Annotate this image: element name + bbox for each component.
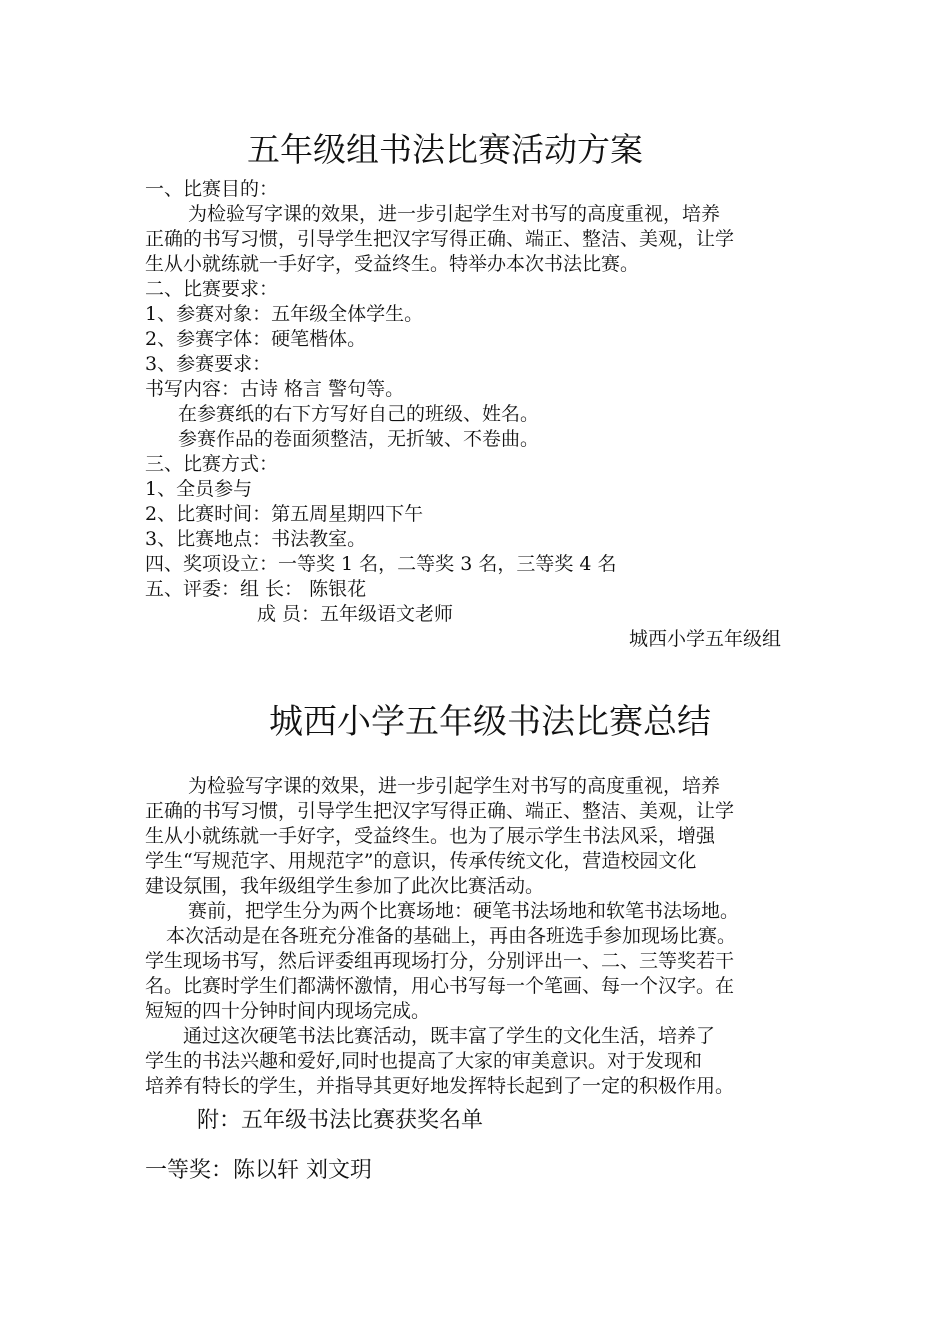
- plan-title: 五年级组书法比赛活动方案: [247, 130, 643, 169]
- plan-list-item: 1、参赛对象：五年级全体学生。: [145, 303, 424, 325]
- summary-paragraph-line: 赛前，把学生分为两个比赛场地：硬笔书法场地和软笔书法场地。: [188, 900, 740, 922]
- plan-paragraph-line: 正确的书写习惯，引导学生把汉字写得正确、端正、整洁、美观，让学: [145, 228, 735, 250]
- plan-signature: 城西小学五年级组: [629, 628, 782, 650]
- summary-paragraph-line: 学生现场书写，然后评委组再现场打分，分别评出一、二、三等奖若干: [145, 950, 735, 972]
- summary-paragraph-line: 培养有特长的学生，并指导其更好地发挥特长起到了一定的积极作用。: [145, 1075, 735, 1097]
- summary-paragraph-line: 为检验写字课的效果，进一步引起学生对书写的高度重视，培养: [188, 775, 721, 797]
- plan-list-item: 2、参赛字体：硬笔楷体。: [145, 328, 367, 350]
- plan-section-awards: 四、奖项设立：一等奖 1 名，二等奖 3 名，三等奖 4 名: [145, 553, 617, 575]
- plan-list-item: 2、比赛时间：第五周星期四下午: [145, 503, 424, 525]
- summary-paragraph-line: 学生的书法兴趣和爱好,同时也提高了大家的审美意识。对于发现和: [145, 1050, 703, 1072]
- summary-paragraph-line: 生从小就练就一手好字，受益终生。也为了展示学生书法风采，增强: [145, 825, 716, 847]
- plan-paragraph-line: 为检验写字课的效果，进一步引起学生对书写的高度重视，培养: [188, 203, 721, 225]
- plan-section-requirements: 二、比赛要求：: [145, 278, 279, 300]
- summary-paragraph-line: 建设氛围，我年级组学生参加了此次比赛活动。: [145, 875, 545, 897]
- summary-paragraph-line: 正确的书写习惯，引导学生把汉字写得正确、端正、整洁、美观，让学: [145, 800, 735, 822]
- plan-paragraph-line: 生从小就练就一手好字，受益终生。特举办本次书法比赛。: [145, 253, 640, 275]
- summary-paragraph-line: 学生“写规范字、用规范字”的意识，传承传统文化，营造校园文化: [145, 850, 697, 872]
- plan-content-line: 书写内容：古诗 格言 警句等。: [145, 378, 405, 400]
- plan-judges-members: 成 员：五年级语文老师: [257, 603, 454, 625]
- first-prize-line: 一等奖：陈以轩 刘文玥: [145, 1158, 372, 1183]
- summary-paragraph-line: 名。比赛时学生们都满怀激情，用心书写每一个笔画、每一个汉字。在: [145, 975, 735, 997]
- plan-list-item: 3、比赛地点：书法教室。: [145, 528, 367, 550]
- appendix-heading: 附：五年级书法比赛获奖名单: [197, 1108, 484, 1133]
- plan-content-line: 在参赛纸的右下方写好自己的班级、姓名。: [178, 403, 540, 425]
- summary-title: 城西小学五年级书法比赛总结: [269, 702, 711, 742]
- plan-list-item: 1、全员参与: [145, 478, 253, 500]
- plan-content-line: 参赛作品的卷面须整洁，无折皱、不卷曲。: [178, 428, 540, 450]
- plan-list-item: 3、参赛要求：: [145, 353, 272, 375]
- summary-paragraph-line: 短短的四十分钟时间内现场完成。: [145, 1000, 431, 1022]
- summary-paragraph-line: 通过这次硬笔书法比赛活动，既丰富了学生的文化生活，培养了: [183, 1025, 716, 1047]
- plan-section-purpose: 一、比赛目的：: [145, 178, 279, 200]
- summary-paragraph-line: 本次活动是在各班充分准备的基础上，再由各班选手参加现场比赛。: [166, 925, 737, 947]
- plan-section-judges: 五、评委：组 长： 陈银花: [145, 578, 367, 600]
- plan-section-method: 三、比赛方式：: [145, 453, 279, 475]
